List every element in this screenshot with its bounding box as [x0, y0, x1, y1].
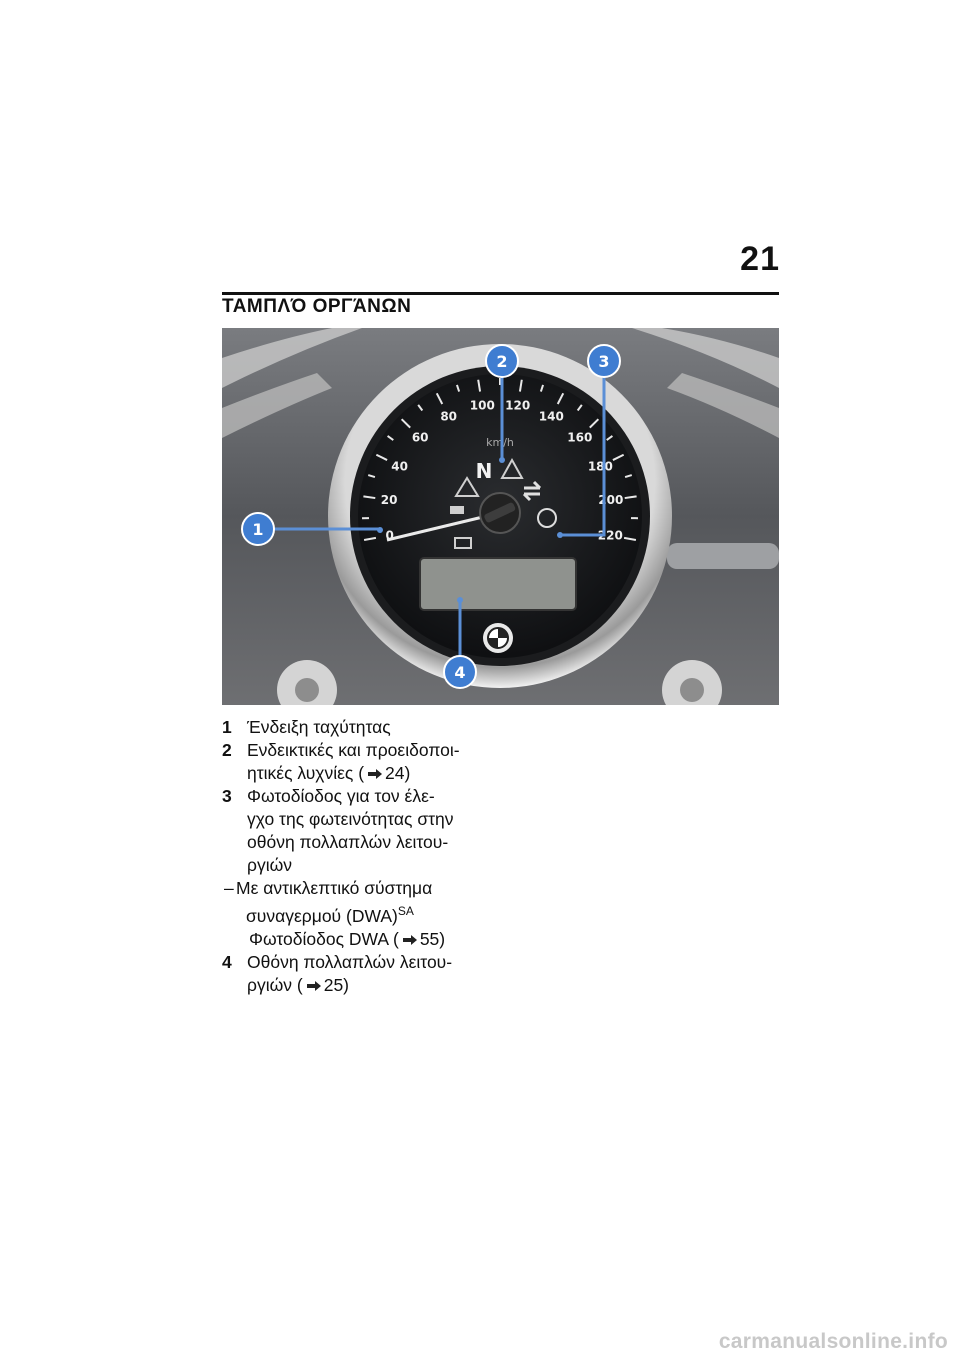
tick-label: 160 [567, 430, 593, 445]
sub-dash: – [224, 878, 234, 898]
legend-item-4 [222, 951, 512, 997]
tick-label: 100 [469, 398, 495, 413]
tick-label: 140 [538, 409, 564, 424]
legend-sub-2: συναγερμού (DWA) [246, 905, 398, 926]
tick-label: 40 [391, 459, 409, 474]
page-reference[interactable]: ( 24) [358, 763, 411, 783]
legend-text-3-l2: γχο της φωτεινότητας στην [247, 809, 454, 829]
legend-text-3-l1: Φωτοδίοδος για τον έλε- [247, 786, 435, 806]
tick-label: 200 [598, 493, 624, 508]
legend-item-3-sub [222, 877, 512, 951]
title-rule [222, 292, 779, 295]
legend-num-2: 2 [222, 740, 232, 760]
sa-superscript: SA [397, 904, 414, 918]
legend-text-4a: Οθόνη πολλαπλών λειτου- [247, 951, 453, 972]
bmw-logo [483, 623, 513, 653]
legend [222, 716, 512, 997]
legend-num-3: 3 [222, 786, 232, 806]
legend-text-1: Ένδειξη ταχύτητας [247, 717, 391, 737]
legend-num-4: 4 [222, 951, 232, 972]
tick-label: 180 [587, 459, 613, 474]
reference-arrow-icon [368, 769, 382, 779]
unit-label: km/h [486, 436, 514, 449]
callout-1: 1 [252, 520, 264, 539]
page-reference[interactable]: ( 25) [296, 974, 350, 995]
multifunction-display [420, 558, 576, 610]
handlebar [667, 543, 779, 569]
neutral-indicator: N [475, 459, 493, 483]
callout-3: 3 [598, 352, 610, 371]
legend-text-4b: ργιών [247, 974, 293, 995]
legend-item-3 [222, 785, 512, 877]
tick-label: 120 [505, 398, 531, 413]
section-title: ΤΑΜΠΛΌ ΟΡΓΆΝΩΝ [222, 296, 412, 317]
page-reference[interactable]: ( 55) [393, 928, 446, 949]
tick-label: 80 [440, 409, 458, 424]
legend-text-3-l3: οθόνη πολλαπλών λειτου- [247, 832, 449, 852]
legend-text-2b: ητικές λυχνίες [247, 763, 354, 783]
tick-label: 20 [380, 493, 398, 508]
legend-item-2 [222, 739, 512, 785]
callout-2: 2 [496, 352, 508, 371]
reference-arrow-icon [403, 935, 417, 945]
legend-text-3-l4: ργιών [247, 855, 293, 875]
headlight-icon [450, 506, 464, 514]
tick-label: 0 [385, 528, 394, 543]
tick-label: 60 [411, 430, 429, 445]
callout-4: 4 [454, 663, 466, 682]
legend-sub-3: Φωτοδίοδος DWA [249, 928, 389, 949]
legend-text-2a: Ενδεικτικές και προειδοποι- [247, 740, 460, 760]
legend-item-1 [222, 716, 512, 739]
legend-sub-1: Με αντικλεπτικό σύστημα [236, 878, 433, 898]
tick-label: 220 [597, 528, 623, 543]
instrument-cluster-photo [222, 328, 779, 705]
legend-num-1: 1 [222, 717, 232, 737]
page-number: 21 [740, 240, 780, 278]
watermark: carmanualsonline.info [718, 1330, 948, 1353]
reference-arrow-icon [307, 981, 321, 991]
